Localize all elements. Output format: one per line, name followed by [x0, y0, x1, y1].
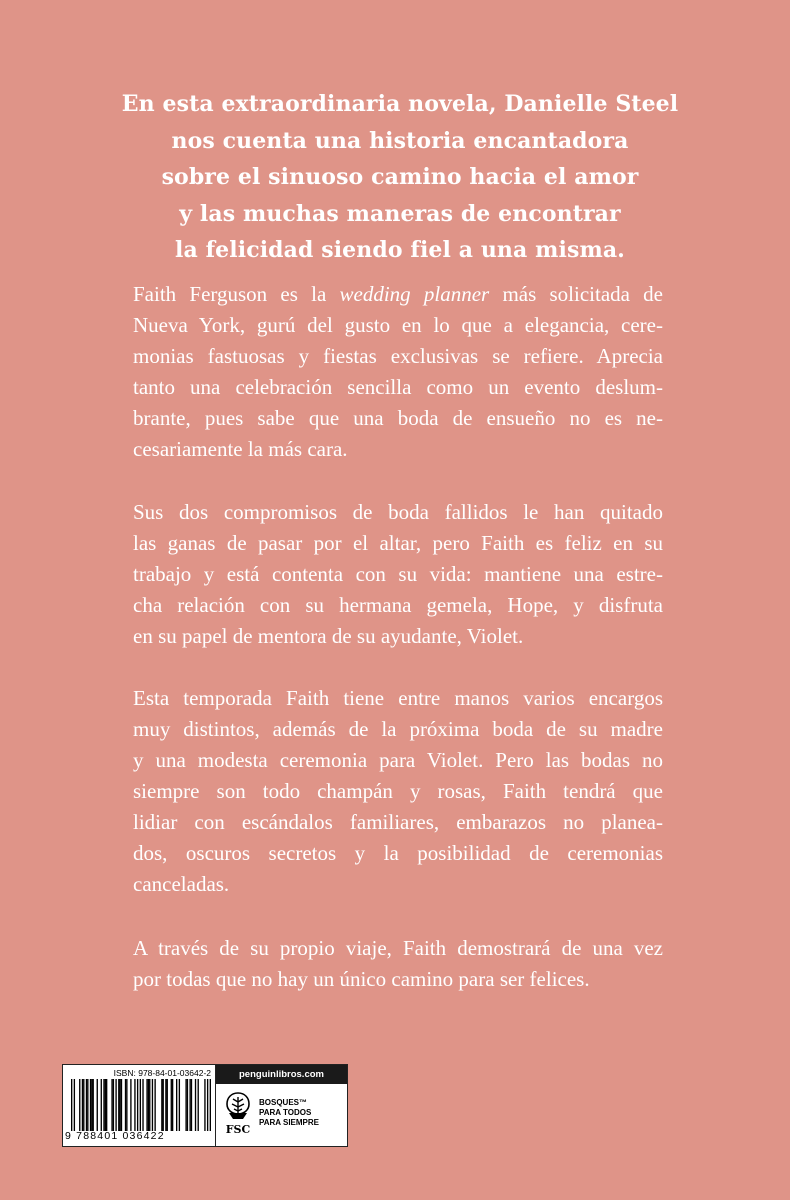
paragraph-line: A través de su propio viaje, Faith demostrará de una vez: [133, 936, 663, 960]
paragraph-line: y una modesta ceremonia para Violet. Pero las bodas no: [133, 748, 663, 772]
barcode-bar: [198, 1079, 199, 1131]
paragraph-line: por todas que no hay un único camino para ser felices.: [133, 967, 590, 991]
synopsis-paragraph-4: [133, 933, 663, 995]
barcode-bar: [93, 1079, 94, 1131]
barcode-bar: [207, 1079, 208, 1131]
barcode-bar: [165, 1079, 166, 1131]
barcode-bar: [113, 1079, 114, 1131]
barcode-bar: [79, 1079, 80, 1131]
isbn-label: ISBN: 978-84-01-03642-2: [113, 1068, 211, 1078]
barcode-bar: [187, 1079, 188, 1131]
fsc-slogan-line: BOSQUES™: [259, 1098, 308, 1107]
barcode-bar: [191, 1079, 192, 1131]
barcode-digits: 9 788401 036422: [65, 1130, 165, 1142]
paragraph-line: cesariamente la más cara.: [133, 437, 348, 461]
barcode-bar: [111, 1079, 112, 1131]
barcode-bar: [90, 1079, 91, 1131]
publisher-url: penguinlibros.com: [216, 1065, 347, 1084]
paragraph-line: lidiar con escándalos familiares, embarazos no planea-: [133, 810, 663, 834]
barcode-bar: [82, 1079, 83, 1131]
barcode-bar: [83, 1079, 84, 1131]
barcode-bar: [106, 1079, 107, 1131]
barcode-bar: [126, 1079, 127, 1131]
barcode-bar: [74, 1079, 75, 1131]
paragraph-line: Nueva York, gurú del gusto en lo que a elegancia, cere-: [133, 313, 663, 337]
blurb-heading-line: y las muchas maneras de encontrar: [179, 200, 621, 227]
barcode-bar: [179, 1079, 180, 1131]
barcode-bar: [140, 1079, 141, 1131]
barcode-bar: [146, 1079, 147, 1131]
barcode-bar: [163, 1079, 164, 1131]
barcode-bar: [149, 1079, 150, 1131]
barcode-bar: [210, 1079, 211, 1131]
paragraph-line: trabajo y está contenta con su vida: mantiene una estre-: [133, 562, 663, 586]
barcode-bar: [115, 1079, 116, 1131]
barcode-bar: [87, 1079, 88, 1131]
text-run: Faith Ferguson es la: [133, 282, 340, 306]
italic-term: wedding planner: [339, 282, 490, 306]
fsc-label: FSC: [225, 1123, 251, 1136]
barcode-bar: [86, 1079, 87, 1131]
paragraph-line: muy distintos, además de la próxima boda de su madre: [133, 717, 663, 741]
barcode-bar: [195, 1079, 196, 1131]
blurb-heading-line: la felicidad siendo fiel a una misma.: [175, 237, 625, 263]
barcode-bar: [172, 1079, 173, 1131]
fsc-slogan-line: PARA SIEMPRE: [259, 1118, 320, 1127]
barcode-bar: [154, 1079, 155, 1131]
paragraph-line: dos, oscuros secretos y la posibilidad de ceremonias: [133, 841, 663, 865]
barcode-bar: [189, 1079, 190, 1131]
barcode-bar: [137, 1079, 138, 1131]
barcode-bar: [125, 1079, 126, 1131]
barcode-bar: [142, 1079, 143, 1131]
barcode-bar: [134, 1079, 135, 1131]
fsc-slogan: [259, 1098, 319, 1128]
barcode-bars: [71, 1079, 211, 1131]
blurb-heading-line: sobre el sinuoso camino hacia el amor: [161, 164, 639, 190]
barcode-bar: [71, 1079, 72, 1131]
paragraph-line: Sus dos compromisos de boda fallidos le han quitado: [133, 500, 663, 524]
barcode-bar: [118, 1079, 119, 1131]
barcode-panel: [62, 1064, 348, 1147]
barcode-bar: [171, 1079, 172, 1131]
paragraph-line: monias fastuosas y fiestas exclusivas se refiere. Aprecia: [133, 344, 663, 368]
barcode-bar: [148, 1079, 149, 1131]
barcode-bar: [103, 1079, 104, 1131]
synopsis-paragraph-3: [133, 683, 663, 900]
barcode-bar: [91, 1079, 92, 1131]
paragraph-line: Esta temporada Faith tiene entre manos varios encargos: [133, 686, 663, 710]
barcode-bar: [105, 1079, 106, 1131]
paragraph-line: las ganas de pasar por el altar, pero Faith es feliz en su: [133, 531, 663, 555]
paragraph-line: brante, pues sabe que una boda de ensueño no es ne-: [133, 406, 663, 430]
barcode-bar: [176, 1079, 177, 1131]
barcode-bar: [101, 1079, 102, 1131]
paragraph-line: canceladas.: [133, 872, 230, 896]
paragraph-line: [133, 279, 663, 310]
barcode-bar: [121, 1079, 122, 1131]
barcode-bar: [204, 1079, 205, 1131]
paragraph-line: tanto una celebración sencilla como un evento deslum-: [133, 375, 663, 399]
back-cover-blurb-heading: [110, 86, 690, 269]
barcode-bar: [97, 1079, 98, 1131]
synopsis-paragraph-1: [133, 279, 663, 465]
barcode-bar: [130, 1079, 131, 1131]
barcode-bar: [152, 1079, 153, 1131]
isbn-barcode: [63, 1065, 216, 1146]
fsc-slogan-line: PARA TODOS: [259, 1108, 312, 1117]
fsc-tree-icon: [223, 1089, 253, 1141]
barcode-bar: [161, 1079, 162, 1131]
barcode-bar: [167, 1079, 168, 1131]
synopsis-paragraph-2: [133, 497, 663, 652]
publisher-panel: [216, 1065, 347, 1146]
text-run: más solicitada de: [489, 282, 664, 306]
barcode-bar: [119, 1079, 120, 1131]
blurb-heading-line: nos cuenta una historia encantadora: [171, 127, 629, 154]
paragraph-line: en su papel de mentora de su ayudante, Violet.: [133, 624, 524, 648]
barcode-bar: [185, 1079, 186, 1131]
paragraph-line: cha relación con su hermana gemela, Hope, y disfruta: [133, 593, 663, 617]
blurb-heading-line: En esta extraordinaria novela, Danielle Steel: [121, 91, 679, 117]
paragraph-line: siempre son todo champán y rosas, Faith tendrá que: [133, 779, 663, 803]
